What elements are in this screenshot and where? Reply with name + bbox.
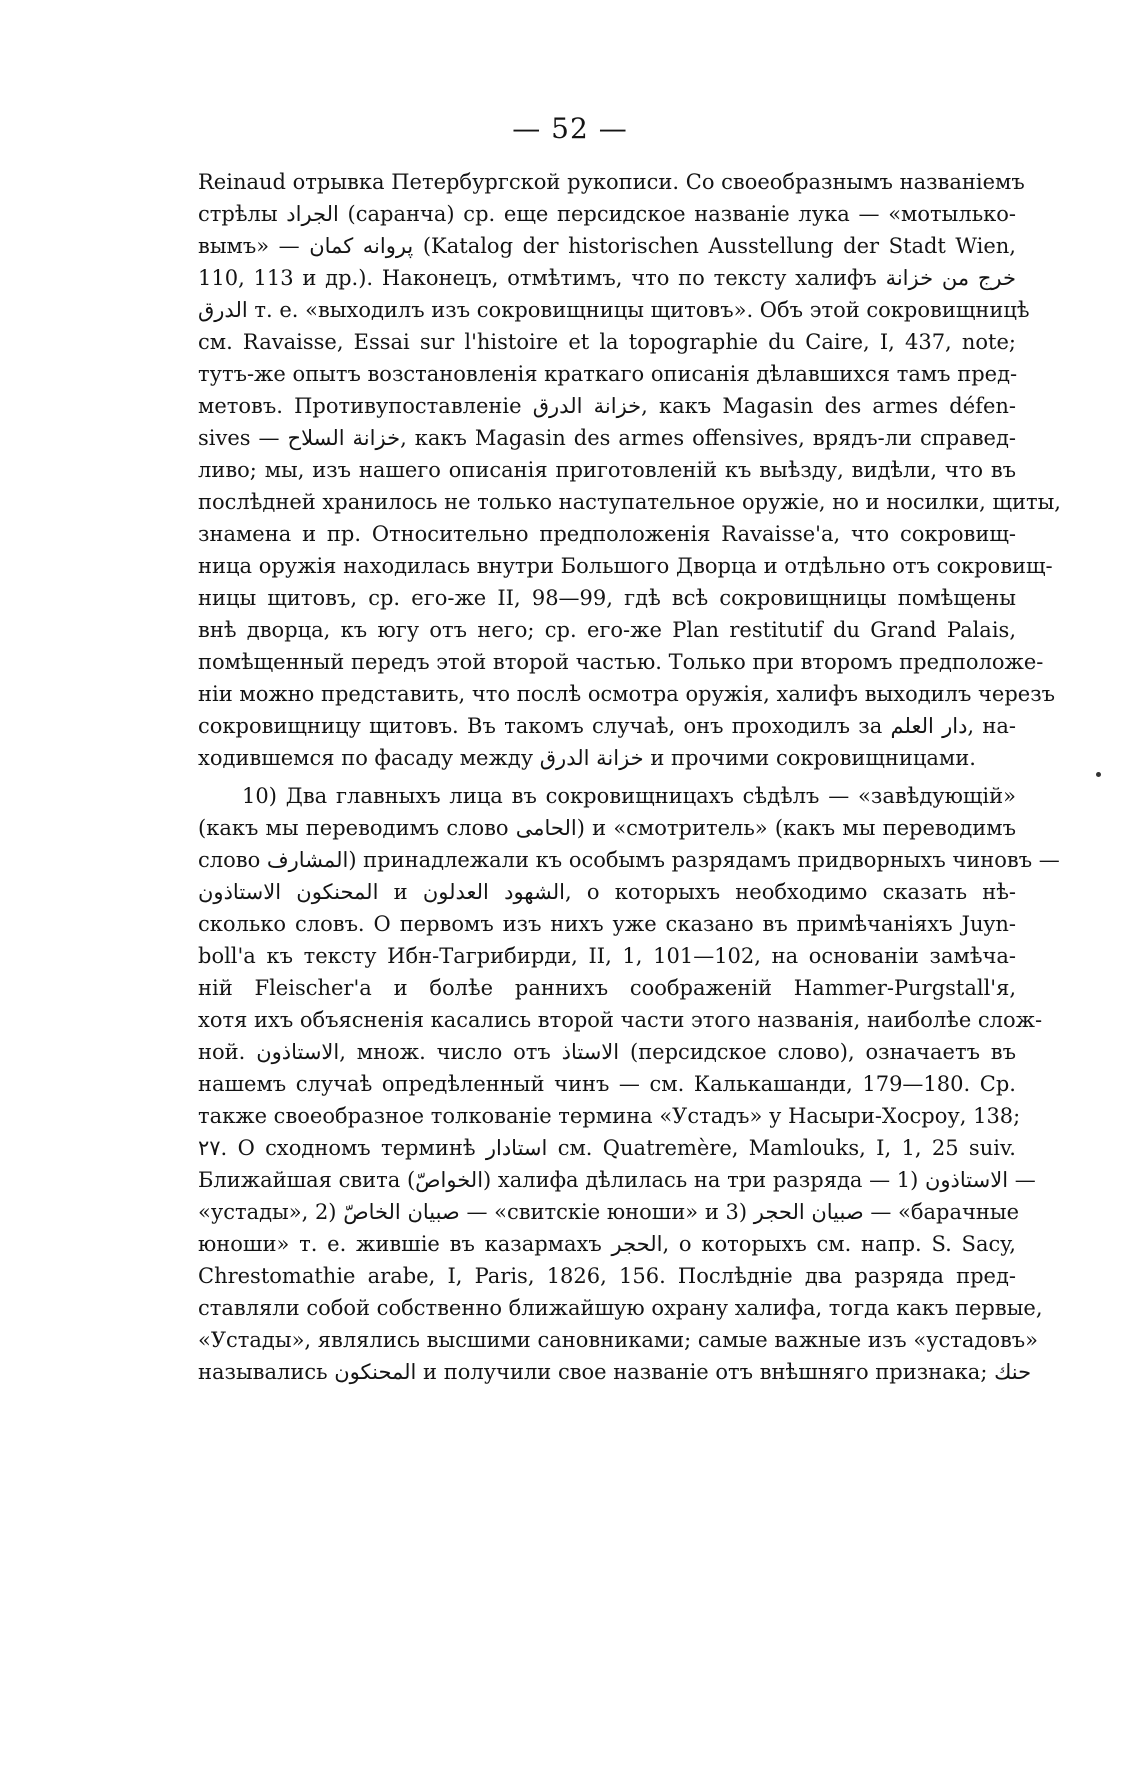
text-line: метовъ. Противупоставленiе خزانة الدرق, какъ Magasin des armes défen- bbox=[198, 394, 1016, 418]
page-number: — 52 — bbox=[512, 112, 628, 145]
text-line: также своеобразное толкованiе термина «Устадъ» у Насыри-Хосроу, 138; bbox=[198, 1104, 1021, 1128]
text-line: ставляли собой собственно ближайшую охрану халифа, тогда какъ первые, bbox=[198, 1296, 1043, 1320]
text-line: сколько словъ. О первомъ изъ нихъ уже сказано въ примѣчанiяхъ Juyn- bbox=[198, 912, 1016, 936]
text-line: слово المشارف) принадлежали къ особымъ разрядамъ придворныхъ чиновъ — bbox=[198, 848, 1060, 872]
text-line: вымъ» — پروانه کمان (Katalog der historischen Ausstellung der Stadt Wien, bbox=[198, 234, 1016, 258]
text-line: ница оружiя находилась внутри Большого Дворца и отдѣльно отъ сокровищ- bbox=[198, 554, 1053, 578]
text-line: хотя ихъ объясненiя касались второй части этого названiя, наиболѣе слож- bbox=[198, 1008, 1043, 1032]
text-line: послѣдней хранилось не только наступательное оружiе, но и носилки, щиты, bbox=[198, 490, 1061, 514]
text-line: назывались المحنكون и получили свое названiе отъ внѣшняго признака; حنك bbox=[198, 1360, 1032, 1384]
margin-mark bbox=[1096, 772, 1101, 777]
text-line: sives — خزانة السلاح, какъ Magasin des armes offensives, врядъ-ли справед- bbox=[198, 426, 1016, 450]
text-line: внѣ дворца, къ югу отъ него; ср. его-же Plan restitutif du Grand Palais, bbox=[198, 618, 1016, 642]
text-line: ходившемся по фасаду между خزانة الدرق и прочими сокровищницами. bbox=[198, 746, 976, 770]
paragraph-start-line: 10) Два главныхъ лица въ сокровищницахъ сѣдѣлъ — «завѣдующiй» bbox=[242, 784, 1016, 808]
text-line: знамена и пр. Относительно предположенiя Ravaisse'а, что сокровищ- bbox=[198, 522, 1016, 546]
text-line: ливо; мы, изъ нашего описанiя приготовленiй къ выѣзду, видѣли, что въ bbox=[198, 458, 1016, 482]
text-line: boll'а къ тексту Ибн-Тагрибирди, II, 1, 101—102, на основанiи замѣча- bbox=[198, 944, 1016, 968]
text-line: Chrestomathie arabe, I, Paris, 1826, 156. Послѣднiе два разряда пред- bbox=[198, 1264, 1016, 1288]
text-line: нiи можно представить, что послѣ осмотра оружiя, халифъ выходилъ черезъ bbox=[198, 682, 1056, 706]
text-line: Reinaud отрывка Петербургской рукописи. Со своеобразнымъ названiемъ bbox=[198, 170, 1025, 194]
text-line: (какъ мы переводимъ слово الحامى) и «смотритель» (какъ мы переводимъ bbox=[198, 816, 1016, 840]
text-line: помѣщенный передъ этой второй частью. Только при второмъ предположе- bbox=[198, 650, 1044, 674]
text-line: стрѣлы الجراد (саранча) ср. еще персидское названiе лука — «мотылько- bbox=[198, 202, 1016, 226]
text-line: الدرق т. е. «выходилъ изъ сокровищницы щитовъ». Объ этой сокровищницѣ bbox=[198, 298, 1030, 322]
text-line: тутъ-же опытъ возстановленiя краткаго описанiя дѣлавшихся тамъ пред- bbox=[198, 362, 1018, 386]
body-text bbox=[198, 166, 1061, 1388]
text-line: юноши» т. е. жившiе въ казармахъ الحجر, о которыхъ см. напр. S. Sacy, bbox=[198, 1232, 1016, 1256]
text-line: ницы щитовъ, ср. его-же II, 98—99, гдѣ всѣ сокровищницы помѣщены bbox=[198, 586, 1016, 610]
text-line: нiй Fleischer'а и болѣе раннихъ соображенiй Hammer-Purgstall'я, bbox=[198, 976, 1016, 1000]
text-line: المحنكون الاستاذون и الشهود العدلون, о которыхъ необходимо сказать нѣ- bbox=[198, 880, 1016, 904]
text-line: «устады», 2) صبيان الخاصّ — «свитскiе юноши» и 3) صبيان الحجر — «барачные bbox=[198, 1200, 1020, 1224]
text-line: см. Ravaisse, Essai sur l'histoire et la topographie du Caire, I, 437, note; bbox=[198, 330, 1016, 354]
text-line: ۲۷. О сходномъ терминѣ استادار см. Quatremère, Mamlouks, I, 1, 25 suiv. bbox=[198, 1136, 1016, 1160]
text-line: «Устады», являлись высшими сановниками; самые важные изъ «устадовъ» bbox=[198, 1328, 1039, 1352]
text-line: ной. الاستاذون, множ. число отъ الاستاذ (персидское слово), означаетъ въ bbox=[198, 1040, 1016, 1064]
text-line: Ближайшая свита (الخواصّ) халифа дѣлилась на три разряда — 1) الاستاذون — bbox=[198, 1168, 1036, 1192]
text-line: нашемъ случаѣ опредѣленный чинъ — см. Калькашанди, 179—180. Ср. bbox=[198, 1072, 1016, 1096]
text-line: сокровищницу щитовъ. Въ такомъ случаѣ, онъ проходилъ за دار العلم, на- bbox=[198, 714, 1016, 738]
text-line: 110, 113 и др.). Наконецъ, отмѣтимъ, что по тексту халифъ خرج من خزانة bbox=[198, 266, 1016, 290]
